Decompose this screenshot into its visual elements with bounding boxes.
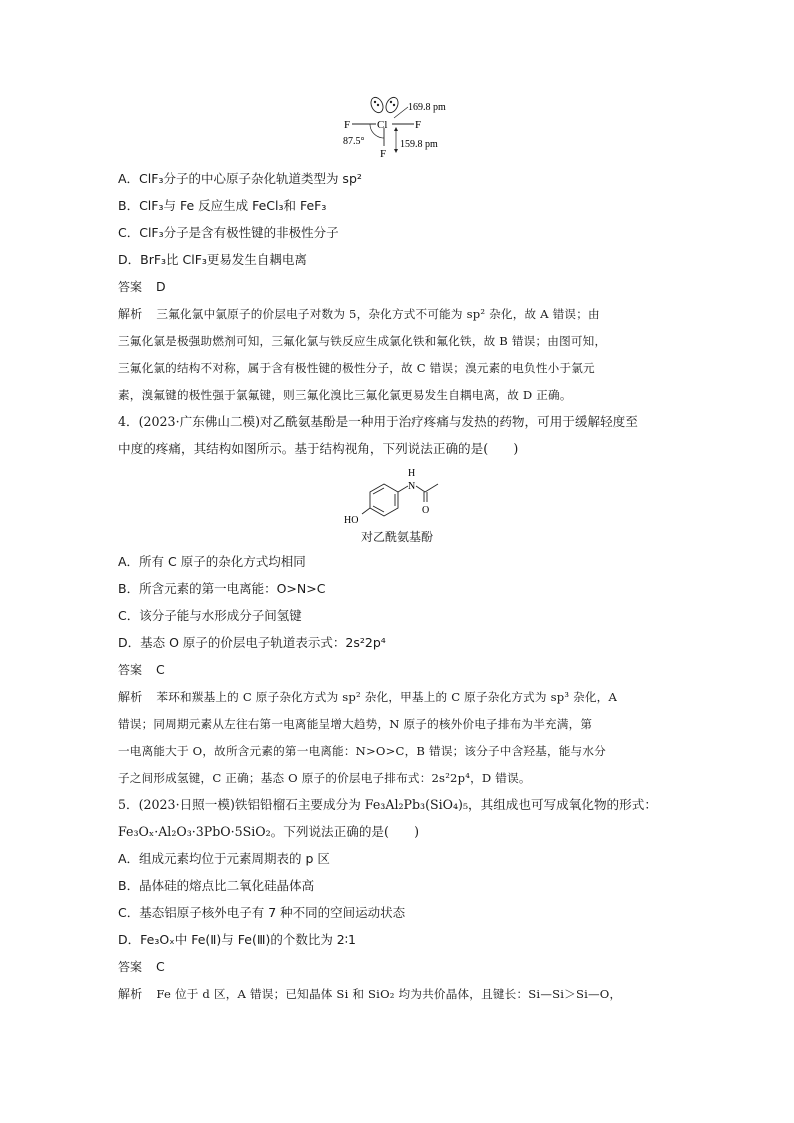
q4-explanation-line-2: 错误；同周期元素从左往右第一电离能呈增大趋势，N 原子的核外价电子排布为半充满，第 bbox=[118, 717, 593, 731]
q4-explanation-line-3: 一电离能大于 O，故所含元素的第一电离能：N>O>C，B 错误；该分子中含羟基，能与水分 bbox=[118, 744, 606, 758]
q3-option-b: B．ClF₃与 Fe 反应生成 FeCl₃和 FeF₃ bbox=[118, 198, 327, 213]
atom-f-right: F bbox=[415, 119, 422, 131]
q3-option-d: D．BrF₃比 ClF₃更易发生自耦电离 bbox=[118, 252, 307, 267]
benzene-ring bbox=[370, 484, 398, 516]
q4-explanation-line-1: 解析 苯环和羰基上的 C 原子杂化方式为 sp² 杂化，甲基上的 C 原子杂化方式为 sp³ 杂化，A bbox=[118, 690, 618, 704]
q3-explanation-line-4: 素，溴氟键的极性强于氯氟键，则三氟化溴比三氟化氯更易发生自耦电离，故 D 正确。 bbox=[118, 388, 572, 402]
atom-n: N bbox=[408, 481, 416, 492]
atom-o-carbonyl: O bbox=[422, 505, 430, 516]
q4-explanation-line-4: 子之间形成氢键，C 正确；基态 O 原子的价层电子排布式：2s²2p⁴，D 错误。 bbox=[118, 771, 531, 785]
clf3-structure-figure bbox=[330, 94, 460, 160]
q5-option-a: A．组成元素均位于元素周期表的 p 区 bbox=[118, 851, 330, 866]
bond-angle-label: 87.5° bbox=[343, 136, 365, 147]
q5-option-b: B．晶体硅的熔点比二氧化硅晶体高 bbox=[118, 878, 315, 893]
lone-pair-right bbox=[384, 95, 401, 114]
atom-cl: Cl bbox=[377, 119, 388, 131]
bond-ring-n bbox=[398, 486, 408, 492]
atom-f-bottom: F bbox=[380, 148, 387, 160]
q4-stem-line-1: 4．(2023·广东佛山二模)对乙酰氨基酚是一种用于治疗疼痛与发热的药物，可用于缓解轻度至 bbox=[118, 414, 638, 429]
q5-option-d: D．Fe₃Oₓ中 Fe(Ⅱ)与 Fe(Ⅲ)的个数比为 2∶1 bbox=[118, 932, 356, 947]
q3-explanation-line-1: 解析 三氟化氯中氯原子的价层电子对数为 5，杂化方式不可能为 sp² 杂化，故 A 错误；由 bbox=[118, 307, 600, 321]
q3-option-c: C．ClF₃分子是含有极性键的非极性分子 bbox=[118, 225, 339, 240]
atom-h: H bbox=[408, 468, 416, 479]
q3-answer-label: 答案 bbox=[118, 280, 143, 294]
bond-n-carbonyl bbox=[416, 486, 425, 492]
q5-explanation-line-1: 解析 Fe 位于 d 区，A 错误；已知晶体 Si 和 SiO₂ 均为共价晶体，且键长：Si—Si＞Si—O， bbox=[118, 987, 622, 1001]
q3-explanation-label: 解析 bbox=[118, 307, 143, 321]
q3-answer: D bbox=[156, 279, 166, 294]
q5-stem-line-1: 5．(2023·日照一模)铁铝铅榴石主要成分为 Fe₃Al₂Pb₃(SiO₄)₅，其组成也可写成氧化物的形式： bbox=[118, 797, 657, 812]
paracetamol-caption: 对乙酰氨基酚 bbox=[360, 530, 433, 544]
hydroxyl-group: HO bbox=[344, 515, 359, 526]
q4-answer: C bbox=[156, 662, 165, 677]
q5-stem-line-2: Fe₃Oₓ·Al₂O₃·3PbO·5SiO₂。下列说法正确的是( ) bbox=[118, 824, 420, 839]
q5-answer: C bbox=[156, 959, 165, 974]
q5-explanation-label: 解析 bbox=[118, 987, 143, 1001]
q3-explanation-line-2: 三氟化氯是极强助燃剂可知，三氟化氯与铁反应生成氯化铁和氟化铁，故 B 错误；由图可知， bbox=[118, 334, 607, 348]
q4-stem-line-2: 中度的疼痛，其结构如图所示。基于结构视角，下列说法正确的是( ) bbox=[118, 441, 519, 456]
q4-answer-row bbox=[118, 661, 165, 680]
q3-option-a: A．ClF₃分子的中心原子杂化轨道类型为 sp² bbox=[118, 171, 362, 186]
q5-answer-label: 答案 bbox=[118, 960, 143, 974]
bond-ring-oh bbox=[362, 508, 370, 514]
bond-length-bottom: 159.8 pm bbox=[400, 139, 438, 150]
q3-answer-row bbox=[118, 278, 166, 297]
bond-methyl bbox=[425, 484, 438, 492]
q4-answer-label: 答案 bbox=[118, 663, 143, 677]
paracetamol-structure-svg bbox=[340, 464, 460, 530]
clf3-structure-svg bbox=[330, 94, 460, 160]
q3-explanation-line-3: 三氟化氯的结构不对称，属于含有极性键的极性分子，故 C 错误；溴元素的电负性小于氯元 bbox=[118, 361, 595, 375]
q4-explanation-label: 解析 bbox=[118, 690, 143, 704]
q4-option-d: D．基态 O 原子的价层电子轨道表示式：2s²2p⁴ bbox=[118, 635, 386, 650]
q5-answer-row bbox=[118, 958, 165, 977]
q4-option-a: A．所有 C 原子的杂化方式均相同 bbox=[118, 554, 306, 569]
atom-f-left: F bbox=[344, 119, 351, 131]
q5-option-c: C．基态铝原子核外电子有 7 种不同的空间运动状态 bbox=[118, 905, 406, 920]
bond-length-top: 169.8 pm bbox=[408, 102, 446, 113]
dimension-arrow-bottom bbox=[394, 127, 398, 131]
q4-option-c: C．该分子能与水形成分子间氢键 bbox=[118, 608, 302, 623]
paracetamol-structure-figure bbox=[340, 464, 460, 530]
q4-option-b: B．所含元素的第一电离能：O>N>C bbox=[118, 581, 326, 596]
